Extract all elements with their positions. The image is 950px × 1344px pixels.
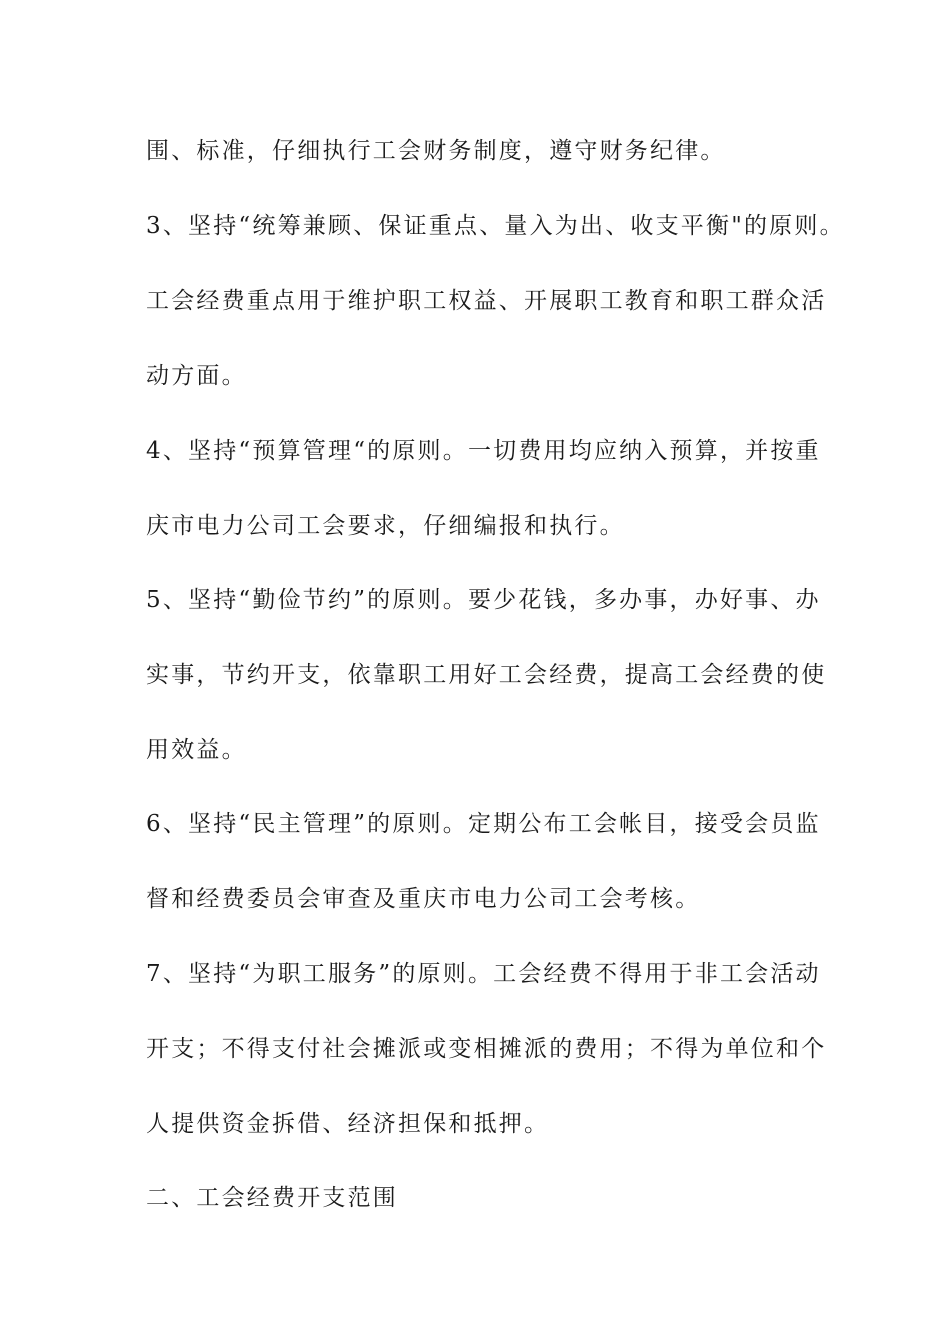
text-line: 7、坚持“为职工服务”的原则。工会经费不得用于非工会活动: [146, 961, 821, 987]
text-line: 庆市电力公司工会要求，仔细编报和执行。: [146, 513, 625, 539]
text-line: 5、坚持“勤俭节约”的原则。要少花钱，多办事，办好事、办: [146, 587, 821, 613]
text-line: 围、标准，仔细执行工会财务制度，遵守财务纪律。: [146, 138, 726, 164]
text-line: 人提供资金拆借、经济担保和抵押。: [146, 1111, 550, 1137]
section-heading: 二、工会经费开支范围: [146, 1185, 398, 1211]
text-line: 6、坚持“民主管理”的原则。定期公布工会帐目，接受会员监: [146, 811, 821, 837]
text-line: 开支；不得支付社会摊派或变相摊派的费用；不得为单位和个: [146, 1036, 827, 1062]
text-line: 动方面。: [146, 363, 247, 389]
text-line: 用效益。: [146, 737, 247, 763]
text-line: 督和经费委员会审查及重庆市电力公司工会考核。: [146, 886, 701, 912]
text-line: 实事，节约开支，依靠职工用好工会经费，提高工会经费的使: [146, 662, 827, 688]
text-line: 3、坚持“统筹兼顾、保证重点、量入为出、收支平衡"的原则。: [146, 213, 845, 239]
text-line: 4、坚持“预算管理“的原则。一切费用均应纳入预算，并按重: [146, 438, 821, 464]
text-line: 工会经费重点用于维护职工权益、开展职工教育和职工群众活: [146, 288, 827, 314]
